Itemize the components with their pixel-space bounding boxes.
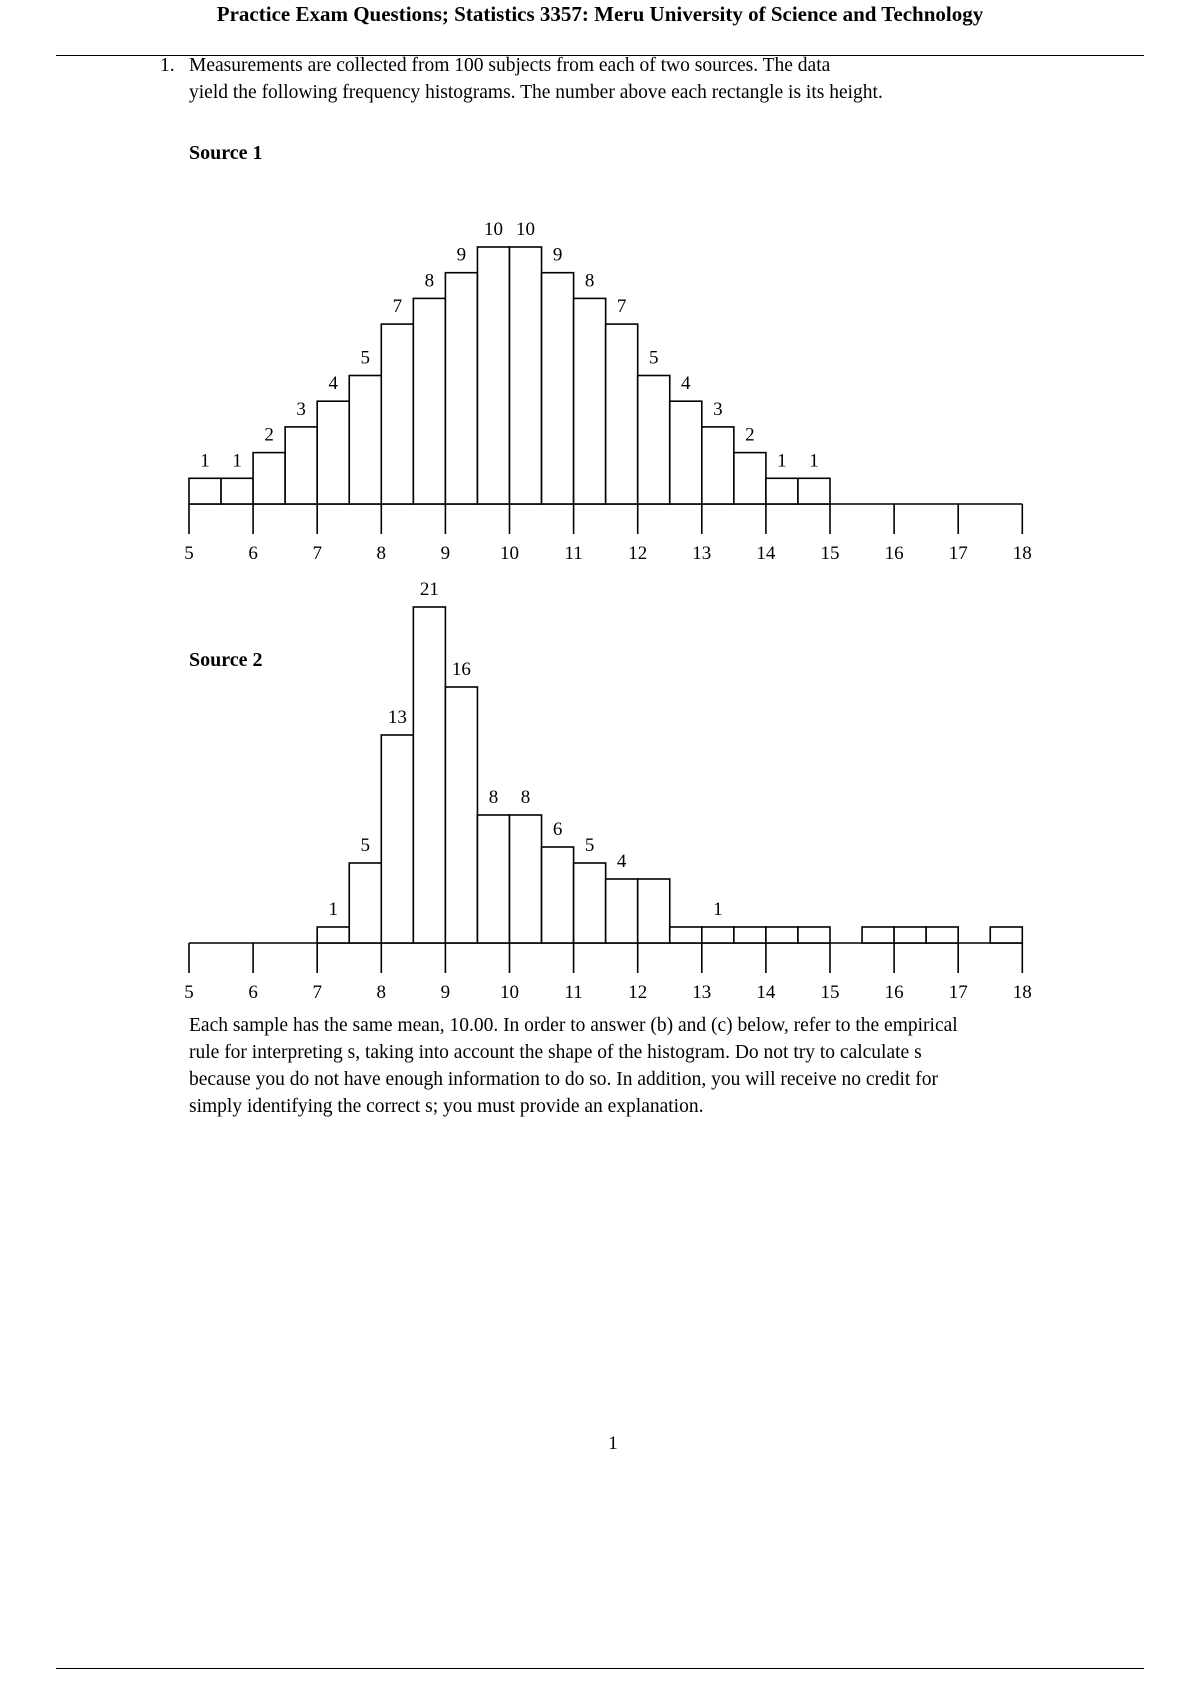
histogram-bar <box>606 879 638 943</box>
x-tick-label: 10 <box>500 982 519 1003</box>
histogram-bar <box>189 478 221 504</box>
histogram-bar <box>349 376 381 505</box>
histogram-bar <box>510 247 542 504</box>
x-tick-label: 13 <box>692 982 712 1003</box>
x-tick-label: 10 <box>500 543 519 564</box>
bar-value-label: 9 <box>456 244 467 266</box>
x-tick-label: 9 <box>440 982 451 1003</box>
bar-value-label: 2 <box>745 424 755 446</box>
histogram-bar <box>574 863 606 943</box>
x-tick-label: 9 <box>440 543 451 564</box>
source-2-label: Source 2 <box>189 649 263 671</box>
x-tick-label: 5 <box>184 543 194 564</box>
bar-value-label: 4 <box>328 373 338 395</box>
bar-value-label: 1 <box>809 450 819 472</box>
source-1-label: Source 1 <box>189 142 263 164</box>
histogram-bar <box>253 453 285 504</box>
histogram-bar <box>445 687 477 943</box>
bar-value-label: 1 <box>232 450 242 472</box>
bar-value-label: 4 <box>681 373 691 395</box>
bar-value-label: 9 <box>552 244 563 266</box>
histogram-bar <box>702 427 734 504</box>
histogram-bar <box>606 324 638 504</box>
x-tick-label: 17 <box>948 982 968 1003</box>
bar-value-label: 3 <box>713 398 723 420</box>
bar-value-label: 1 <box>200 450 210 472</box>
x-tick-label: 15 <box>820 982 840 1003</box>
x-tick-label: 16 <box>884 982 904 1003</box>
question-number: 1. <box>160 55 175 76</box>
instructions-line-3: because you do not have enough information to do so. In addition, you will receive no credit for <box>189 1069 938 1090</box>
histogram-bar <box>477 815 509 943</box>
bar-value-label: 13 <box>387 707 407 728</box>
question-text-line-1: Measurements are collected from 100 subjects from each of two sources. The data <box>189 55 831 76</box>
page-header: Practice Exam Questions; Statistics 3357: Meru University of Science and Technology <box>216 2 984 26</box>
x-tick-label: 17 <box>948 543 968 564</box>
bar-value-label: 1 <box>328 899 338 920</box>
bar-value-label: 10 <box>516 219 536 240</box>
histogram-bar <box>542 273 574 504</box>
histogram-bar <box>574 298 606 504</box>
bar-value-label: 8 <box>424 270 435 292</box>
histogram-bar <box>798 927 830 943</box>
histogram-bar <box>926 927 958 943</box>
x-tick-label: 6 <box>248 982 258 1003</box>
instructions-line-4: simply identifying the correct s; you must provide an explanation. <box>189 1096 704 1117</box>
histogram-bar <box>766 478 798 504</box>
histogram-bar <box>477 247 509 504</box>
x-tick-label: 7 <box>312 543 322 564</box>
bar-value-label: 10 <box>483 219 503 240</box>
histogram-bar <box>638 879 670 943</box>
bar-value-label: 8 <box>584 270 595 292</box>
bar-value-label: 5 <box>360 347 371 369</box>
x-tick-label: 5 <box>184 982 194 1003</box>
x-tick-label: 14 <box>756 982 776 1003</box>
x-tick-label: 14 <box>756 543 776 564</box>
histogram-bar <box>894 927 926 943</box>
x-tick-label: 11 <box>564 543 583 564</box>
histogram-bar <box>766 927 798 943</box>
bar-value-label: 3 <box>296 398 306 420</box>
histogram-bar <box>317 401 349 504</box>
histogram-bar <box>734 927 766 943</box>
bar-value-label: 4 <box>616 851 627 872</box>
x-tick-label: 12 <box>628 982 648 1003</box>
instructions-paragraph <box>189 1012 1069 1120</box>
bar-value-label: 21 <box>419 579 439 600</box>
histogram-bar <box>349 863 381 943</box>
bar-value-label: 8 <box>488 787 499 808</box>
footer-rule <box>56 1668 1144 1669</box>
bar-value-label: 7 <box>616 296 627 318</box>
bar-value-label: 7 <box>392 296 403 318</box>
x-tick-label: 15 <box>820 543 840 564</box>
histogram-bar <box>381 735 413 943</box>
bar-value-label: 5 <box>584 835 595 856</box>
x-tick-label: 7 <box>312 982 322 1003</box>
instructions-line-2: rule for interpreting s, taking into account the shape of the histogram. Do not try to calculate s <box>189 1042 922 1063</box>
histogram-bar <box>221 478 253 504</box>
histogram-bar <box>381 324 413 504</box>
histogram-bar <box>285 427 317 504</box>
histogram-bar <box>638 376 670 505</box>
x-tick-label: 8 <box>376 543 387 564</box>
bar-value-label: 16 <box>451 659 471 680</box>
instructions-line-1: Each sample has the same mean, 10.00. In order to answer (b) and (c) below, refer to the empirical <box>189 1015 958 1036</box>
histogram-bar <box>670 927 702 943</box>
x-tick-label: 13 <box>692 543 712 564</box>
bar-value-label: 1 <box>777 450 787 472</box>
source-2-histogram <box>0 579 1200 1003</box>
bar-value-label: 5 <box>648 347 659 369</box>
x-tick-label: 6 <box>248 543 258 564</box>
histogram-bar <box>413 607 445 943</box>
bar-value-label: 6 <box>552 819 563 840</box>
page-number: 1 <box>608 1433 618 1454</box>
histogram-bar <box>734 453 766 504</box>
x-tick-label: 18 <box>1012 982 1032 1003</box>
x-tick-label: 11 <box>564 982 583 1003</box>
bar-value-label: 5 <box>360 835 371 856</box>
histogram-bar <box>445 273 477 504</box>
histogram-bar <box>702 927 734 943</box>
x-tick-label: 12 <box>628 543 648 564</box>
histogram-bar <box>510 815 542 943</box>
histogram-bar <box>990 927 1022 943</box>
question-text-line-2: yield the following frequency histograms. The number above each rectangle is its height. <box>189 82 883 103</box>
x-tick-label: 18 <box>1012 543 1032 564</box>
histogram-bar <box>317 927 349 943</box>
source-1-histogram <box>0 150 1200 570</box>
bar-value-label: 2 <box>264 424 274 446</box>
histogram-bar <box>542 847 574 943</box>
x-tick-label: 16 <box>884 543 904 564</box>
histogram-bar <box>670 401 702 504</box>
x-tick-label: 8 <box>376 982 387 1003</box>
histogram-bar <box>798 478 830 504</box>
bar-value-label: 8 <box>520 787 531 808</box>
bar-value-label: 1 <box>713 899 723 920</box>
histogram-bar <box>413 298 445 504</box>
histogram-bar <box>862 927 894 943</box>
